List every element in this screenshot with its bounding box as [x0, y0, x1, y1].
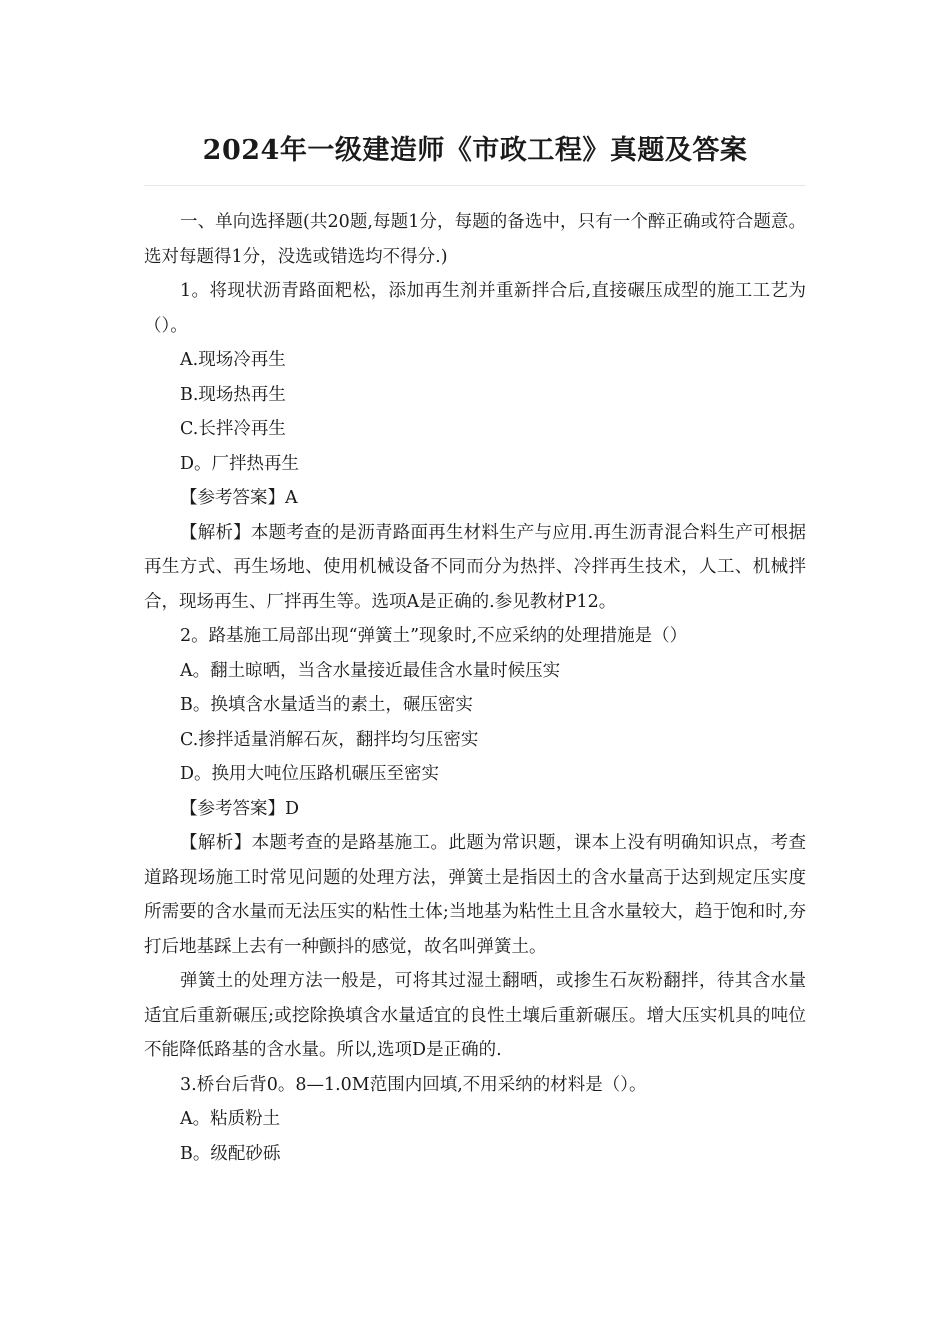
- question-1-answer: 【参考答案】A: [180, 488, 298, 508]
- question-2-option-a: A。翻土晾晒，当含水量接近最佳含水量时候压实: [180, 660, 561, 681]
- section-heading: 一、单向选择题(共20题,每题1分，每题的备选中，只有一个醉正确或符合题意。选对每题得1分，没选或错选均不得分.): [144, 212, 806, 267]
- question-2-option-c: C.掺拌适量消解石灰，翻拌均匀压密实: [180, 729, 479, 750]
- question-1: 1。将现状沥青路面粑松，添加再生剂并重新拌合后,直接碾压成型的施工工艺为（）。: [144, 281, 806, 336]
- question-2: 2。路基施工局部出现“弹簧土”现象时,不应采纳的处理措施是（）: [180, 626, 688, 646]
- question-2-option-d: D。换用大吨位压路机碾压至密实: [180, 764, 440, 784]
- question-2-answer: 【参考答案】D: [180, 798, 300, 819]
- question-1-option-c: C.长拌冷再生: [180, 419, 286, 439]
- question-1-option-d: D。厂拌热再生: [180, 453, 300, 474]
- question-1-option-a: A.现场冷再生: [180, 350, 286, 370]
- question-1-option-b: B.现场热再生: [180, 384, 286, 405]
- question-2-analysis: 【解析】本题考查的是路基施工。此题为常识题，课本上没有明确知识点，考查道路现场施工时常见问题的处理方法，弹簧土是指因土的含水量高于达到规定压实度所需要的含水量而无法压实的粘性土体;当地基为粘性土且含水量较大，趋于饱和时,夯打后地基踩上去有一种颤抖的感觉，故名叫弹簧土。: [144, 833, 806, 957]
- question-3-option-b: B。级配砂砾: [180, 1143, 281, 1164]
- question-2-analysis-continued: 弹簧土的处理方法一般是，可将其过湿土翻晒，或掺生石灰粉翻拌，待其含水量适宜后重新碾压;或挖除换填含水量适宜的良性土壤后重新碾压。增大压实机具的吨位不能降低路基的含水量。所以,选项D是正确的.: [144, 971, 806, 1060]
- question-2-option-b: B。换填含水量适当的素土，碾压密实: [180, 695, 473, 715]
- title-divider: [144, 185, 806, 186]
- question-3-option-a: A。粘质粉土: [180, 1109, 281, 1129]
- document-body: [144, 205, 806, 1171]
- document-title: 2024年一级建造师《市政工程》真题及答案: [202, 135, 748, 166]
- question-1-analysis: 【解析】本题考查的是沥青路面再生材料生产与应用.再生沥青混合料生产可根据再生方式、再生场地、使用机械设备不同而分为热拌、冷拌再生技术，人工、机械拌合，现场再生、厂拌再生等。选项A是正确的.参见教材P12。: [144, 522, 806, 612]
- question-3: 3.桥台后背0。8—1.0M范围内回填,不用采纳的材料是（）。: [180, 1074, 647, 1095]
